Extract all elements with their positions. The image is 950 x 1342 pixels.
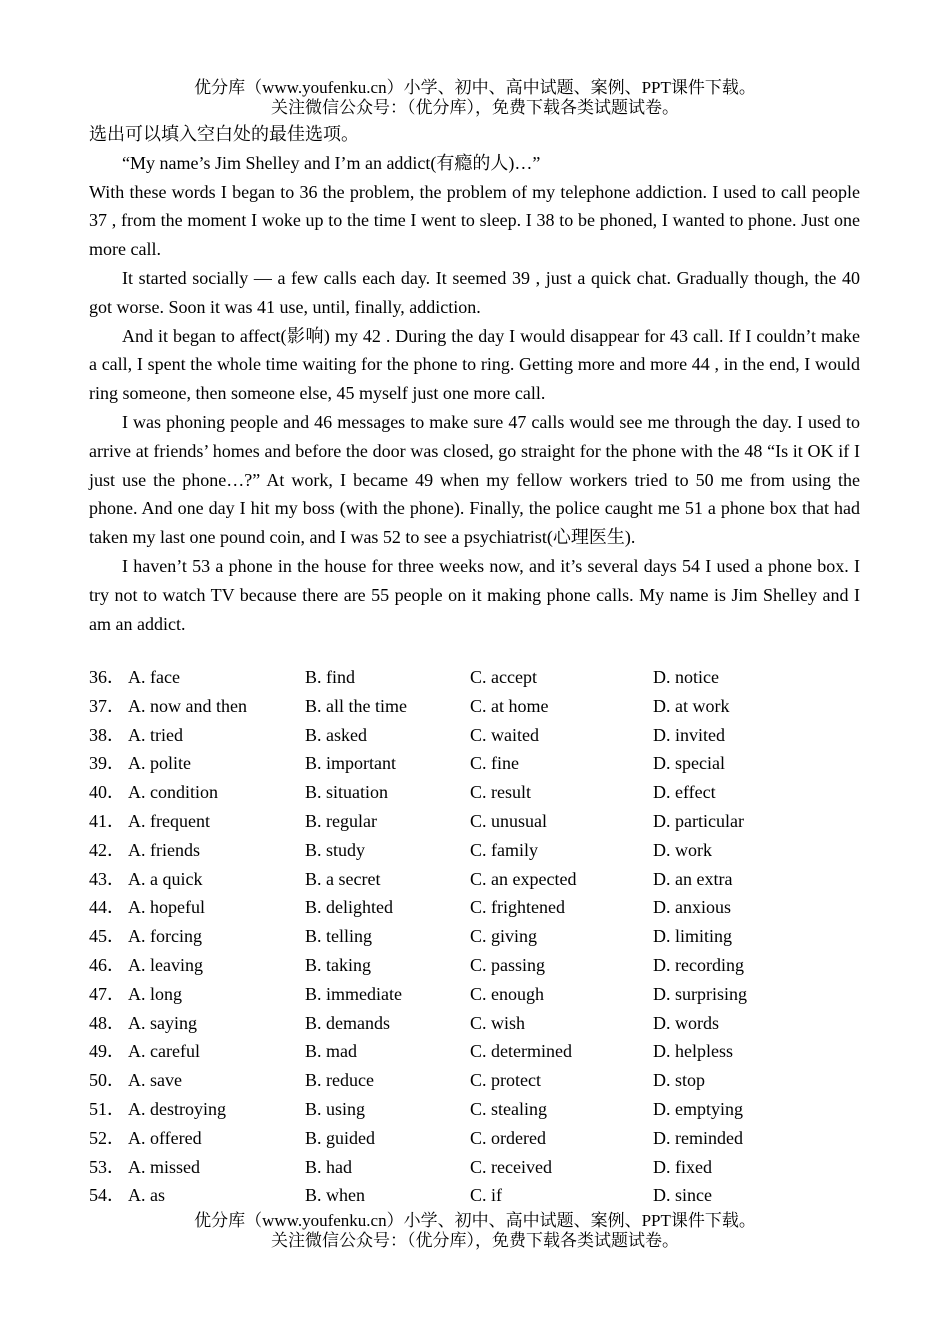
option-c: C. enough <box>470 983 544 1004</box>
option-a: A. now and then <box>128 695 247 716</box>
option-a: A. save <box>128 1070 182 1091</box>
option-d: D. surprising <box>653 983 747 1004</box>
option-a: A. condition <box>128 782 218 803</box>
question-number: 46． <box>89 954 125 975</box>
question-number: 49． <box>89 1041 125 1062</box>
option-b: B. asked <box>305 724 367 745</box>
page-header <box>0 78 950 118</box>
option-b: B. immediate <box>305 983 402 1004</box>
option-d: D. since <box>653 1185 712 1206</box>
question-row <box>89 807 869 836</box>
option-d: D. special <box>653 753 725 774</box>
option-d: D. limiting <box>653 926 733 947</box>
option-b: B. had <box>305 1156 352 1177</box>
question-row <box>89 893 869 922</box>
answer-options <box>89 663 869 1210</box>
question-number: 39． <box>89 753 125 774</box>
option-b: B. mad <box>305 1041 357 1062</box>
instruction: 选出可以填入空白处的最佳选项。 <box>89 124 359 144</box>
question-row <box>89 865 869 894</box>
passage-paragraph: And it began to affect(影响) my 42 . During the day I would disappear for 43 call. If I couldn’t make a call, I spent the whole time waiting for the phone to ring. Getting more and more 44 , in the end, I would ring someone, then someone else, 45 myself just one more call. <box>89 325 860 404</box>
question-number: 51． <box>89 1098 125 1119</box>
question-row <box>89 778 869 807</box>
question-row <box>89 663 869 692</box>
option-c: C. fine <box>470 753 519 774</box>
passage <box>89 120 860 638</box>
question-row <box>89 749 869 778</box>
passage-paragraph: With these words I began to 36 the problem, the problem of my telephone addiction. I used to call people 37 , from the moment I woke up to the time I went to sleep. I 38 to be phoned, I wanted to phone. Just one more call. <box>89 181 860 260</box>
question-number: 36． <box>89 667 125 687</box>
option-d: D. particular <box>653 810 744 831</box>
option-c: C. at home <box>470 695 549 716</box>
footer-line-2: 关注微信公众号：（优分库），免费下载各类试题试卷。 <box>271 1231 679 1250</box>
option-c: C. waited <box>470 724 539 745</box>
question-number: 50． <box>89 1070 125 1091</box>
question-row <box>89 1181 869 1210</box>
option-c: C. received <box>470 1156 552 1177</box>
option-d: D. recording <box>653 954 744 975</box>
option-b: B. delighted <box>305 897 393 918</box>
option-c: C. accept <box>470 667 537 687</box>
option-a: A. face <box>128 667 180 687</box>
passage-paragraph: It started socially — a few calls each day. It seemed 39 , just a quick chat. Gradually though, the 40 got worse. Soon it was 41 use, until, finally, addiction. <box>89 267 860 317</box>
option-a: A. polite <box>128 753 191 774</box>
option-a: A. destroying <box>128 1098 226 1119</box>
question-row <box>89 1009 869 1038</box>
question-row <box>89 1066 869 1095</box>
page-footer <box>0 1211 950 1251</box>
option-d: D. anxious <box>653 897 731 918</box>
option-c: C. result <box>470 782 531 803</box>
option-b: B. telling <box>305 926 372 947</box>
question-number: 52． <box>89 1127 125 1148</box>
option-b: B. guided <box>305 1127 375 1148</box>
option-c: C. protect <box>470 1070 541 1091</box>
option-a: A. leaving <box>128 954 203 975</box>
option-d: D. an extra <box>653 868 733 889</box>
question-number: 42． <box>89 839 125 860</box>
option-d: D. at work <box>653 695 730 716</box>
option-c: C. passing <box>470 954 546 975</box>
option-a: A. as <box>128 1185 165 1206</box>
question-number: 41． <box>89 810 125 831</box>
option-c: C. wish <box>470 1012 526 1033</box>
question-row <box>89 1095 869 1124</box>
option-a: A. tried <box>128 724 183 745</box>
option-b: B. find <box>305 667 356 687</box>
option-d: D. words <box>653 1012 719 1033</box>
option-a: A. frequent <box>128 810 210 831</box>
option-a: A. offered <box>128 1127 202 1148</box>
question-number: 53． <box>89 1156 125 1177</box>
option-b: B. when <box>305 1185 365 1206</box>
option-b: B. demands <box>305 1012 390 1033</box>
option-c: C. determined <box>470 1041 572 1062</box>
option-b: B. study <box>305 839 366 860</box>
passage-paragraph: I was phoning people and 46 messages to make sure 47 calls would see me through the day. I used to arrive at friends’ homes and before the door was closed, go straight for the phone with the 48 “Is it OK if I just use the phone…?” At work, I became 49 when my fellow workers tried to 50 me from using the phone. And one day I hit my boss (with the phone). Finally, the police caught me 51 a phone box that had taken my last one pound coin, and I was 52 to see a psychiatrist(心理医生). <box>89 411 860 548</box>
option-d: D. stop <box>653 1070 706 1091</box>
option-d: D. notice <box>653 667 719 687</box>
option-d: D. emptying <box>653 1098 743 1119</box>
option-a: A. missed <box>128 1156 200 1177</box>
option-a: A. saying <box>128 1012 197 1033</box>
question-number: 38． <box>89 724 125 745</box>
option-b: B. taking <box>305 954 371 975</box>
option-b: B. using <box>305 1098 366 1119</box>
option-c: C. stealing <box>470 1098 547 1119</box>
question-row <box>89 980 869 1009</box>
header-line-2: 关注微信公众号：（优分库），免费下载各类试题试卷。 <box>271 98 679 117</box>
option-a: A. friends <box>128 839 200 860</box>
question-number: 44． <box>89 897 125 918</box>
option-b: B. important <box>305 753 396 774</box>
question-number: 48． <box>89 1012 125 1033</box>
question-row <box>89 1124 869 1153</box>
option-a: A. careful <box>128 1041 200 1062</box>
question-row <box>89 721 869 750</box>
header-line-1: 优分库（www.youfenku.cn）小学、初中、高中试题、案例、PPT课件下载。 <box>194 78 756 97</box>
option-a: A. forcing <box>128 926 202 947</box>
option-b: B. a secret <box>305 868 381 889</box>
option-c: C. unusual <box>470 810 548 831</box>
option-a: A. long <box>128 983 182 1004</box>
question-row <box>89 951 869 980</box>
option-c: C. an expected <box>470 868 577 889</box>
question-number: 43． <box>89 868 125 889</box>
question-row <box>89 1037 869 1066</box>
question-number: 37． <box>89 695 125 716</box>
option-c: C. frightened <box>470 897 565 918</box>
question-number: 40． <box>89 782 125 803</box>
option-d: D. work <box>653 839 712 860</box>
option-d: D. effect <box>653 782 716 803</box>
option-d: D. invited <box>653 724 725 745</box>
option-d: D. helpless <box>653 1041 733 1062</box>
question-row <box>89 836 869 865</box>
footer-line-1: 优分库（www.youfenku.cn）小学、初中、高中试题、案例、PPT课件下载。 <box>194 1211 756 1230</box>
option-c: C. giving <box>470 926 538 947</box>
option-b: B. all the time <box>305 695 407 716</box>
option-b: B. reduce <box>305 1070 374 1091</box>
passage-paragraph: I haven’t 53 a phone in the house for three weeks now, and it’s several days 54 I used a phone box. I try not to watch TV because there are 55 people on it making phone calls. My name is Jim Shelley and I am an addict. <box>89 555 860 634</box>
option-c: C. if <box>470 1185 503 1206</box>
question-number: 47． <box>89 983 125 1004</box>
question-row <box>89 922 869 951</box>
question-row <box>89 692 869 721</box>
passage-paragraph: “My name’s Jim Shelley and I’m an addict(有瘾的人)…” <box>122 152 541 173</box>
question-number: 54． <box>89 1185 125 1206</box>
option-b: B. regular <box>305 810 377 831</box>
option-d: D. reminded <box>653 1127 743 1148</box>
question-number: 45． <box>89 926 125 947</box>
option-a: A. a quick <box>128 868 203 889</box>
option-d: D. fixed <box>653 1156 712 1177</box>
question-row <box>89 1153 869 1182</box>
option-c: C. ordered <box>470 1127 546 1148</box>
option-b: B. situation <box>305 782 389 803</box>
option-c: C. family <box>470 839 538 860</box>
option-a: A. hopeful <box>128 897 205 918</box>
